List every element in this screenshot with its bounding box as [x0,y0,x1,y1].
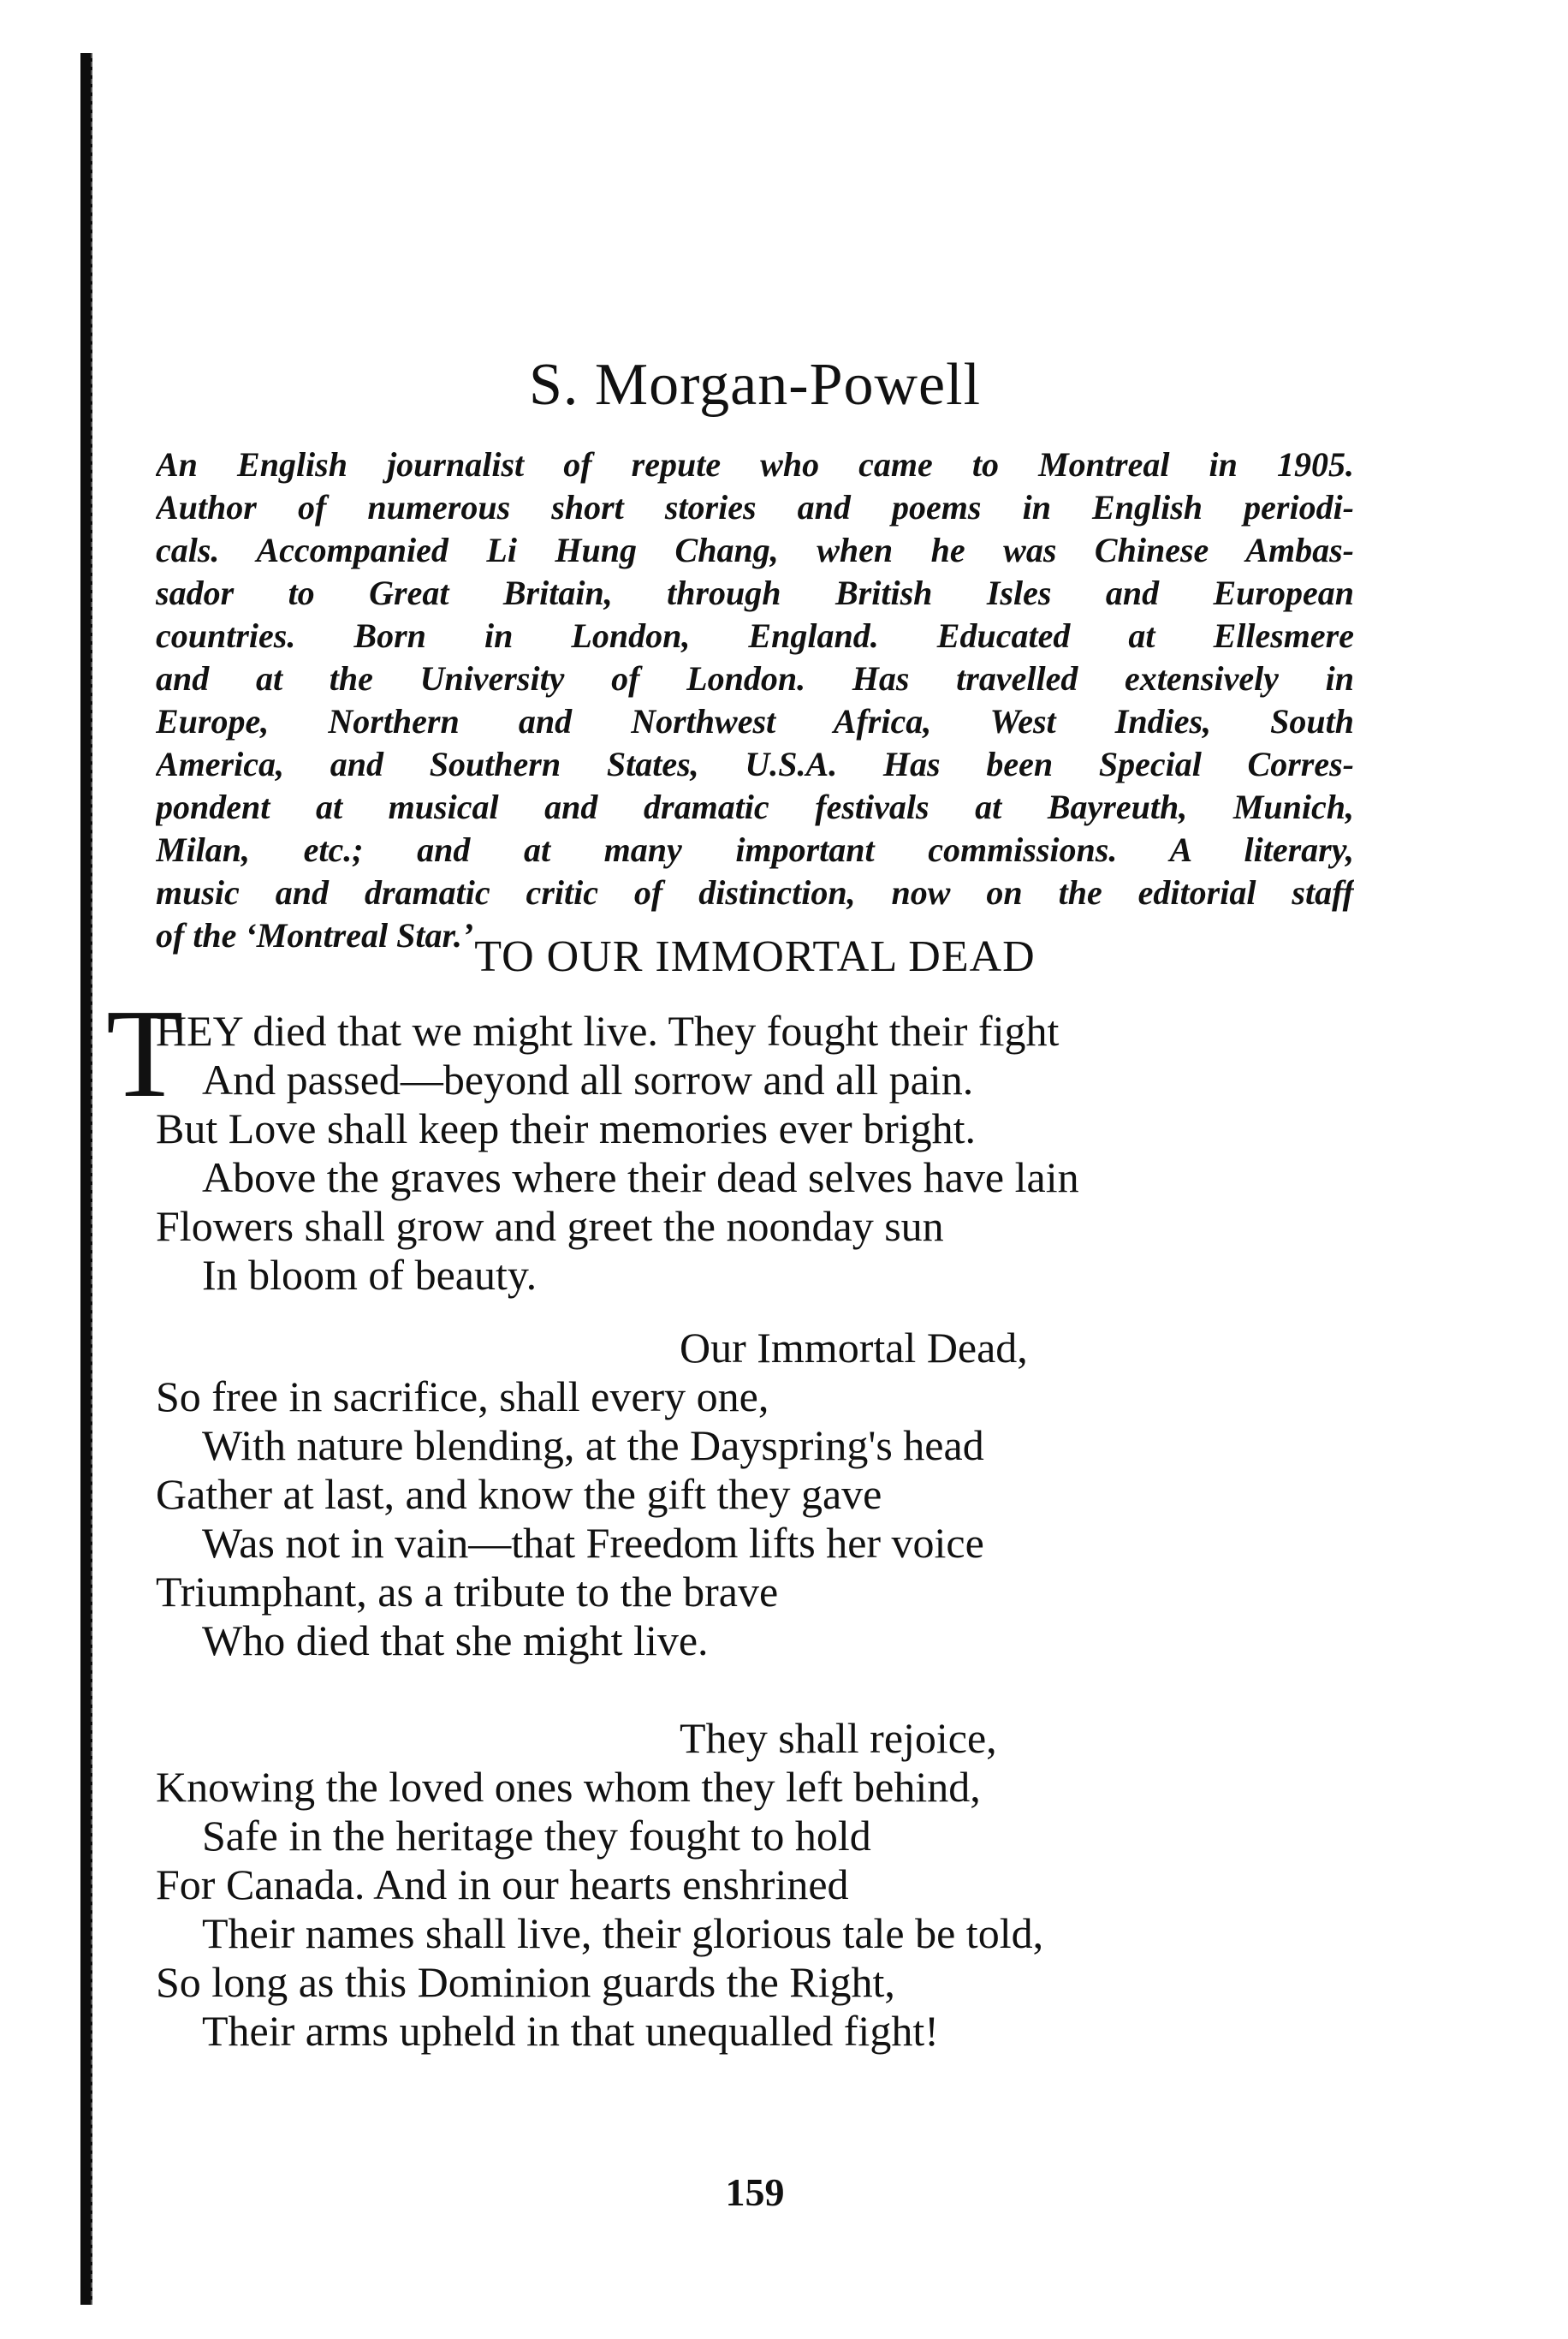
poem-line: In bloom of beauty. [202,1251,538,1299]
bio-line: pondent at musical and dramatic festivals at Bayreuth, Munich, [156,788,1354,826]
poem-line: Triumphant, as a tribute to the brave [156,1568,779,1616]
poem-line: For Canada. And in our hearts enshrined [156,1860,849,1908]
author-name: S. Morgan-Powell [528,352,982,418]
bio-line: Europe, Northern and Northwest Africa, West Indies, South [156,702,1354,741]
poem-line: They shall rejoice, [680,1714,997,1762]
bio-line: America, and Southern States, U.S.A. Has been Special Corres- [156,745,1354,783]
poem-line: Their names shall live, their glorious tale be told, [202,1909,1044,1957]
bio-line: countries. Born in London, England. Educated at Ellesmere [156,616,1354,655]
poem-line: Gather at last, and know the gift they gave [156,1470,882,1518]
author-biography [156,443,1354,957]
poem-line: Our Immortal Dead, [680,1324,1028,1372]
poem-line: But Love shall keep their memories ever bright. [156,1104,977,1152]
poem-line: Safe in the heritage they fought to hold [202,1812,871,1860]
poem-line: HEY died that we might live. They fought their fight [156,1007,1060,1055]
drop-cap-letter: T [106,984,184,1124]
bio-line: An English journalist of repute who came to Montreal in 1905. [156,445,1354,484]
bio-line: and at the University of London. Has travelled extensively in [156,659,1354,698]
bio-line: Author of numerous short stories and poems in English periodi- [156,488,1354,527]
poem-title: TO OUR IMMORTAL DEAD [474,932,1036,981]
page-number: 159 [725,2170,785,2214]
bio-line: music and dramatic critic of distinction, now on the editorial staff [156,873,1354,912]
poem-line: And passed—beyond all sorrow and all pain. [202,1056,974,1104]
poem-stanza-2 [156,1324,1354,1665]
poem-line: So free in sacrifice, shall every one, [156,1372,769,1420]
poem-line: Was not in vain—that Freedom lifts her voice [202,1519,984,1567]
book-spine-shadow [80,53,92,2305]
book-page [106,0,1354,2339]
bio-line: cals. Accompanied Li Hung Chang, when he was Chinese Ambas- [156,531,1354,569]
bio-line: sador to Great Britain, through British Isles and European [156,574,1354,612]
poem-stanza-3 [156,1714,1354,2056]
poem-line: Knowing the loved ones whom they left behind, [156,1763,981,1811]
bio-line: Milan, etc.; and at many important commissions. A literary, [156,830,1354,869]
poem-line: So long as this Dominion guards the Right, [156,1958,895,2006]
poem-line: Above the graves where their dead selves have lain [202,1153,1079,1201]
poem-line: Their arms upheld in that unequalled fight! [202,2007,939,2055]
poem-stanza-1 [156,1007,1354,1300]
bio-line: of the ‘Montreal Star.’ [156,916,474,955]
poem-line: Flowers shall grow and greet the noonday sun [156,1202,944,1250]
poem-line: Who died that she might live. [202,1616,709,1664]
poem-line: With nature blending, at the Dayspring's head [202,1421,984,1469]
